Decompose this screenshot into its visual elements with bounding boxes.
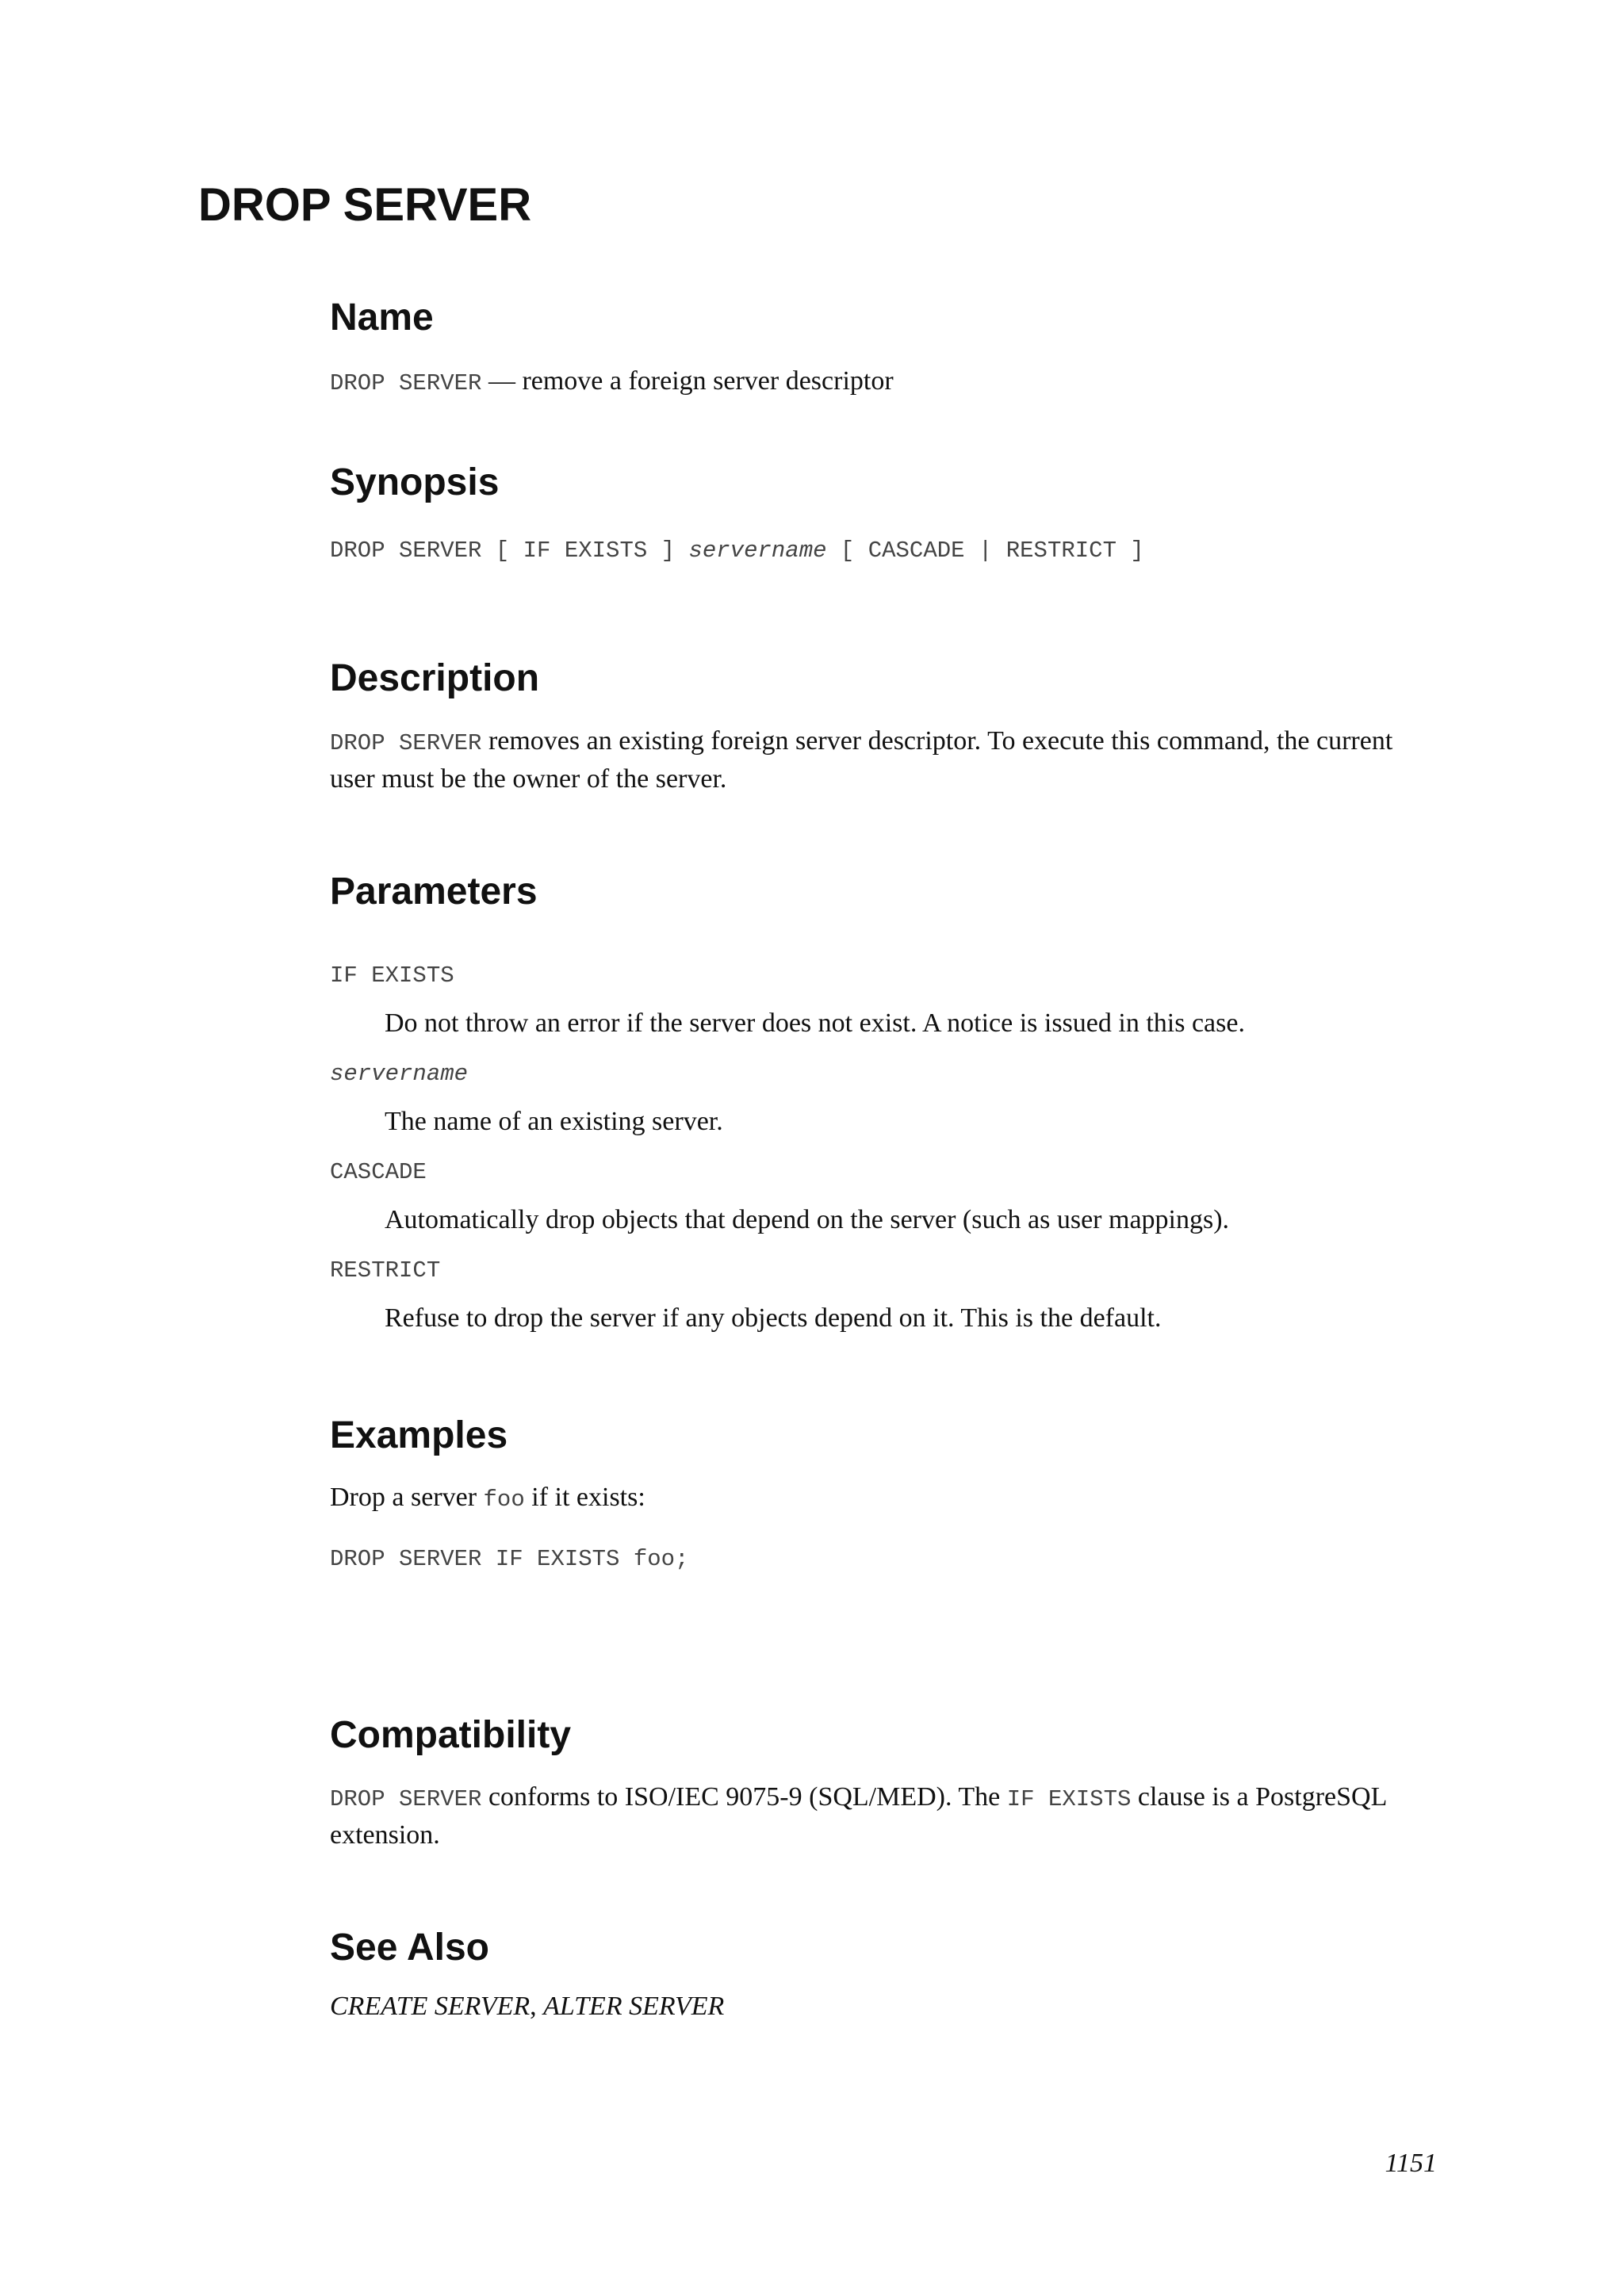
see-also-heading: See Also: [330, 1927, 489, 1969]
param-term: servername: [330, 1061, 469, 1087]
param-term: CASCADE: [330, 1159, 427, 1185]
see-also-link-alter-server[interactable]: ALTER SERVER: [543, 1992, 725, 2021]
examples-intro-after: if it exists:: [524, 1483, 645, 1512]
param-term: RESTRICT: [330, 1257, 441, 1284]
synopsis-heading: Synopsis: [330, 461, 500, 503]
name-command: DROP SERVER: [330, 370, 482, 396]
synopsis-code: [330, 538, 1144, 564]
description-heading: Description: [330, 657, 540, 699]
compatibility-text1: conforms to ISO/IEC 9075-9 (SQL/MED). The: [481, 1782, 1007, 1812]
name-summary: — remove a foreign server descriptor: [481, 366, 894, 396]
parameters-heading: Parameters: [330, 871, 538, 913]
param-def: Refuse to drop the server if any objects depend on it. This is the default.: [385, 1303, 1162, 1333]
name-line: [330, 363, 1440, 401]
see-also-links: [330, 1992, 724, 2022]
param-def: The name of an existing server.: [385, 1107, 723, 1136]
see-also-link-create-server[interactable]: CREATE SERVER: [330, 1992, 530, 2021]
page-number: 1151: [1385, 2149, 1437, 2178]
synopsis-part2: [ CASCADE | RESTRICT ]: [826, 538, 1144, 564]
compatibility-text2: clause is a PostgreSQL extension.: [330, 1782, 1387, 1850]
description-command: DROP SERVER: [330, 730, 482, 756]
examples-intro: [330, 1479, 1440, 1517]
description-text: [330, 723, 1440, 797]
see-also-separator: ,: [530, 1992, 544, 2021]
compatibility-heading: Compatibility: [330, 1714, 572, 1756]
compatibility-code: IF EXISTS: [1006, 1786, 1132, 1812]
compatibility-text: [330, 1779, 1440, 1853]
examples-intro-code: foo: [483, 1487, 525, 1513]
synopsis-part1: DROP SERVER [ IF EXISTS ]: [330, 538, 689, 564]
param-def: Do not throw an error if the server does not exist. A notice is issued in this case.: [385, 1008, 1245, 1038]
examples-heading: Examples: [330, 1414, 508, 1456]
name-heading: Name: [330, 297, 434, 339]
compatibility-command: DROP SERVER: [330, 1786, 482, 1812]
synopsis-param: servername: [688, 538, 827, 564]
page-title: DROP SERVER: [198, 179, 532, 231]
param-term: IF EXISTS: [330, 962, 454, 989]
description-body: removes an existing foreign server descriptor. To execute this command, the current user must be the owner of the server.: [330, 726, 1393, 794]
examples-intro-before: Drop a server: [330, 1483, 484, 1512]
param-def: Automatically drop objects that depend on the server (such as user mappings).: [385, 1205, 1230, 1234]
examples-code: DROP SERVER IF EXISTS foo;: [330, 1546, 689, 1572]
